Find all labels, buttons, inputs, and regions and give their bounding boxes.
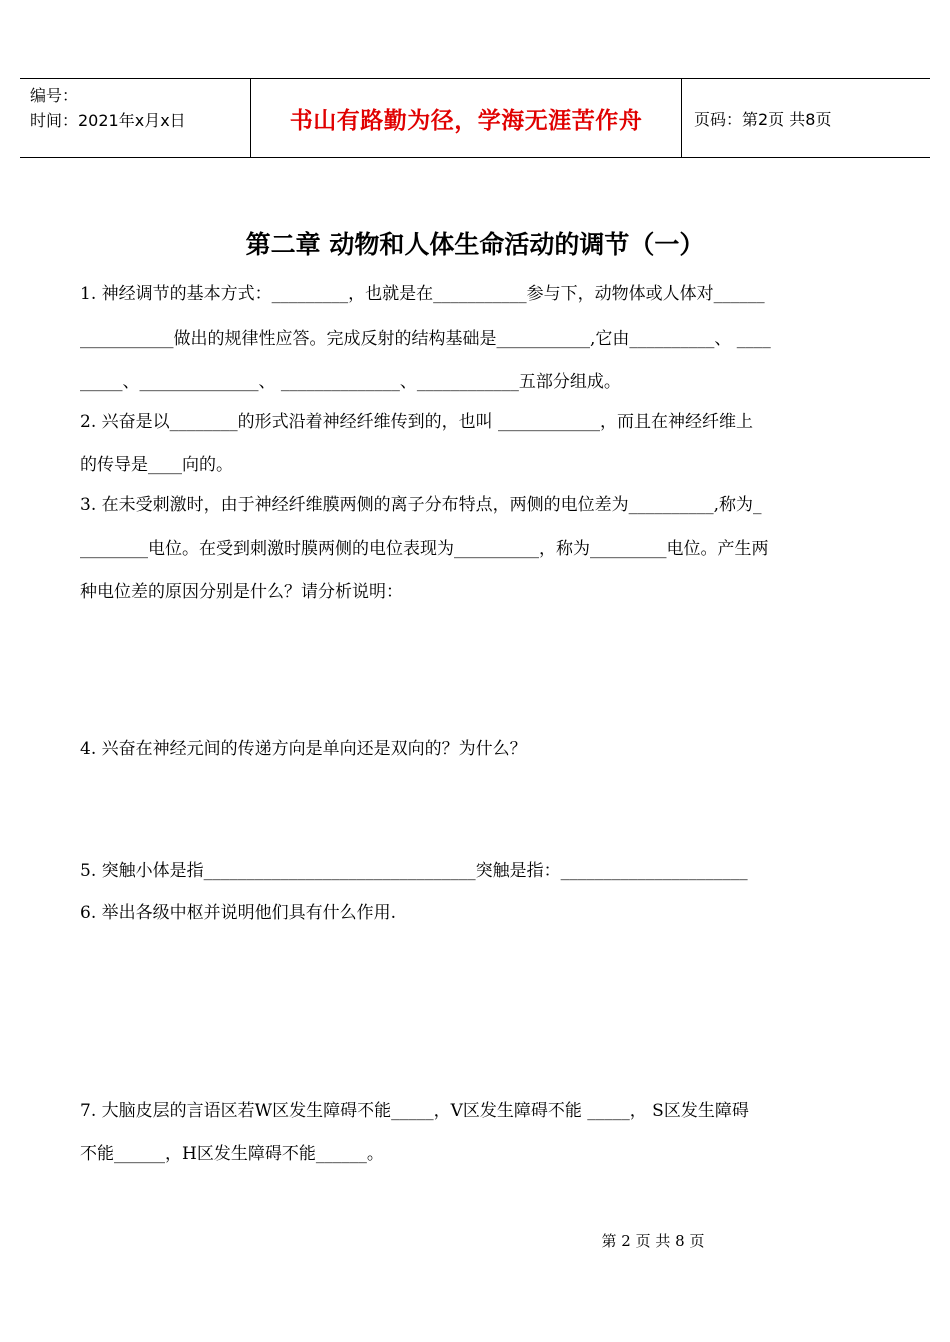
question-line: 7. 大脑皮层的言语区若W区发生障碍不能_____，V区发生障碍不能 _____， S区发生障碍 — [80, 1101, 749, 1121]
question-line: 6. 举出各级中枢并说明他们具有什么作用. — [80, 903, 397, 923]
question-line: ________电位。在受到刺激时膜两侧的电位表现为__________，称为_________电位。产生两 — [80, 539, 769, 559]
question-line: 1. 神经调节的基本方式：_________，也就是在___________参与下，动物体或人体对______ — [80, 284, 765, 304]
question-line: 的传导是____向的。 — [80, 455, 233, 475]
question-line: 2. 兴奋是以________的形式沿着神经纤维传到的，也叫 ____________，而且在神经纤维上 — [80, 412, 754, 432]
motto: 书山有路勤为径，学海无涯苦作舟 — [251, 79, 682, 157]
number-label: 编号： — [30, 86, 79, 105]
chapter-title: 第二章 动物和人体生命活动的调节（一） — [245, 230, 705, 259]
document-header — [20, 78, 930, 158]
question-line: 不能______，H区发生障碍不能______。 — [80, 1144, 384, 1164]
question-line: 4. 兴奋在神经元间的传递方向是单向还是双向的？为什么？ — [80, 739, 527, 759]
header-info-cell — [20, 79, 251, 157]
page-code: 页码：第2页 共8页 — [694, 109, 832, 129]
question-line: 种电位差的原因分别是什么？请分析说明： — [80, 582, 403, 602]
question-line: ___________做出的规律性应答。完成反射的结构基础是___________,它由__________、 ____ — [80, 329, 771, 349]
question-line: 3. 在未受刺激时，由于神经纤维膜两侧的离子分布特点，两侧的电位差为__________,称为_ — [80, 495, 762, 515]
page-footer: 第 2 页 共 8 页 — [601, 1232, 705, 1250]
question-line: 5. 突触小体是指________________________________突触是指：______________________ — [80, 861, 748, 881]
time-label: 时间：2021年x月x日 — [30, 111, 186, 130]
question-line: _____、______________、 ______________、____________五部分组成。 — [80, 372, 621, 392]
